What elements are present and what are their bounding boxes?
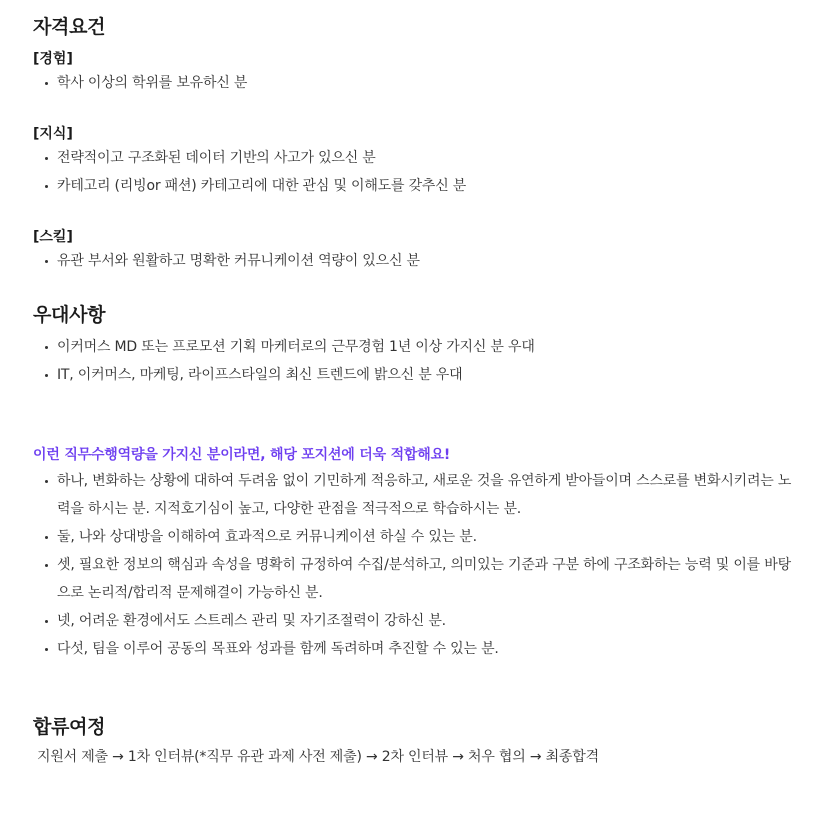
knowledge-label: [지식]: [33, 126, 73, 142]
skill-label: [스킬]: [33, 229, 73, 245]
knowledge-list: [33, 144, 793, 200]
preferred-list: [33, 333, 793, 389]
list-item: 다섯, 팀을 이루어 공동의 목표와 성과를 함께 독려하며 추진할 수 있는 분.: [33, 635, 793, 663]
preferred-heading: 우대사항: [33, 304, 106, 326]
competency-list: [33, 467, 793, 663]
list-item: 둘, 나와 상대방을 이해하여 효과적으로 커뮤니케이션 하실 수 있는 분.: [33, 523, 793, 551]
competency-heading: 이런 직무수행역량을 가지신 분이라면, 해당 포지션에 더욱 적합해요!: [33, 447, 451, 463]
experience-list: [33, 69, 793, 97]
list-item: 카테고리 (리빙or 패션) 카테고리에 대한 관심 및 이해도를 갖추신 분: [33, 172, 793, 200]
experience-label: [경험]: [33, 51, 73, 67]
process-heading: 합류여정: [33, 716, 106, 738]
list-item: IT, 이커머스, 마케팅, 라이프스타일의 최신 트렌드에 밝으신 분 우대: [33, 361, 793, 389]
job-posting-content: [33, 13, 793, 767]
qualifications-heading: 자격요건: [33, 16, 106, 38]
list-item: 넷, 어려운 환경에서도 스트레스 관리 및 자기조절력이 강하신 분.: [33, 607, 793, 635]
skill-list: [33, 247, 793, 275]
list-item: 이커머스 MD 또는 프로모션 기획 마케터로의 근무경험 1년 이상 가지신 분 우대: [33, 333, 793, 361]
list-item: 하나, 변화하는 상황에 대하여 두려움 없이 기민하게 적응하고, 새로운 것을 유연하게 받아들이며 스스로를 변화시키려는 노력을 하시는 분. 지적호기심이 높고, 다양한 관점을 적극적으로 학습하시는 분.: [33, 467, 793, 523]
list-item: 학사 이상의 학위를 보유하신 분: [33, 69, 793, 97]
hiring-process-steps: 지원서 제출 → 1차 인터뷰(*직무 유관 과제 사전 제출) → 2차 인터뷰 → 처우 협의 → 최종합격: [37, 749, 599, 765]
list-item: 전략적이고 구조화된 데이터 기반의 사고가 있으신 분: [33, 144, 793, 172]
list-item: 셋, 필요한 정보의 핵심과 속성을 명확히 규정하여 수집/분석하고, 의미있는 기준과 구분 하에 구조화하는 능력 및 이를 바탕으로 논리적/합리적 문제해결이 가능하신 분.: [33, 551, 793, 607]
list-item: 유관 부서와 원활하고 명확한 커뮤니케이션 역량이 있으신 분: [33, 247, 793, 275]
